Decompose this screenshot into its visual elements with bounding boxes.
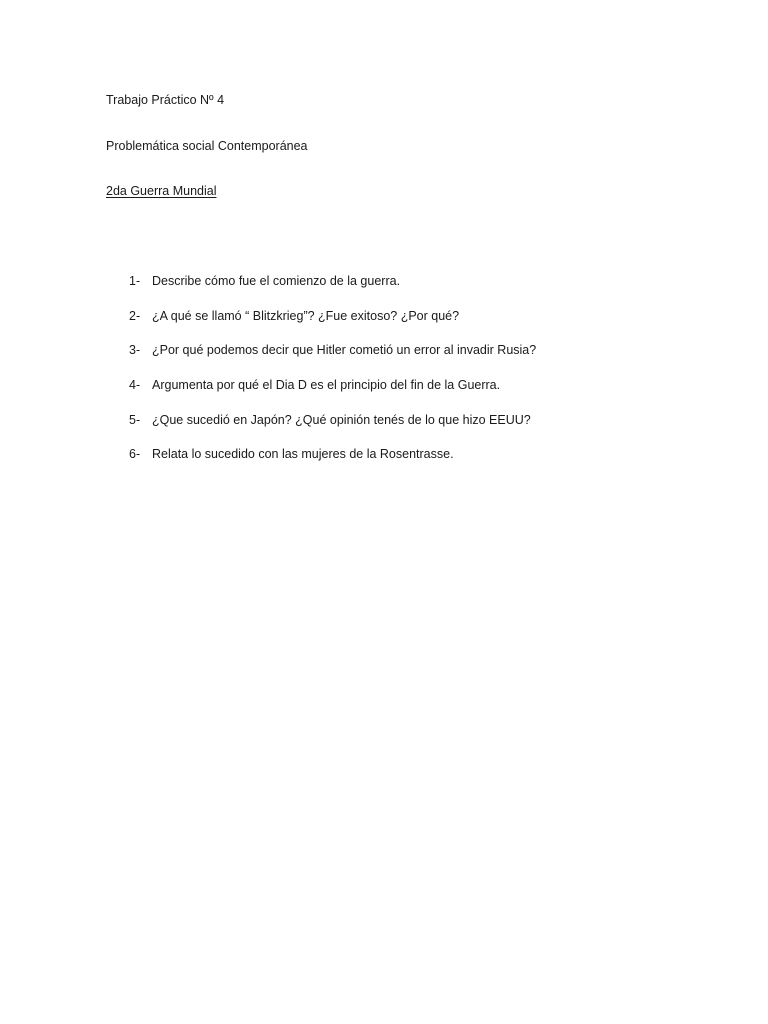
question-number: 2- <box>129 308 141 323</box>
question-item <box>0 273 768 308</box>
document-topic: 2da Guerra Mundial <box>106 184 217 198</box>
question-number: 1- <box>129 274 141 288</box>
question-item <box>0 342 768 377</box>
question-text: Argumenta por qué el Dia D es el principio del fin de la Guerra. <box>152 378 501 393</box>
question-number: 5- <box>129 412 141 427</box>
question-item <box>0 377 768 412</box>
question-number: 4- <box>129 378 141 393</box>
question-item <box>0 412 768 447</box>
question-list <box>0 273 768 481</box>
question-text: ¿Por qué podemos decir que Hitler cometió un error al invadir Rusia? <box>152 343 537 358</box>
question-text: Describe cómo fue el comienzo de la guerra. <box>152 274 401 288</box>
question-text: Relata lo sucedido con las mujeres de la Rosentrasse. <box>152 447 454 462</box>
document-title: Trabajo Práctico Nº 4 <box>106 93 225 107</box>
question-text: ¿A qué se llamó “ Blitzkrieg”? ¿Fue exitoso? ¿Por qué? <box>152 308 460 323</box>
question-text: ¿Que sucedió en Japón? ¿Qué opinión tenés de lo que hizo EEUU? <box>152 412 531 427</box>
document-subject: Problemática social Contemporánea <box>106 139 308 153</box>
question-item <box>0 308 768 343</box>
question-number: 6- <box>129 447 141 462</box>
question-item <box>0 446 768 481</box>
question-number: 3- <box>129 343 141 358</box>
